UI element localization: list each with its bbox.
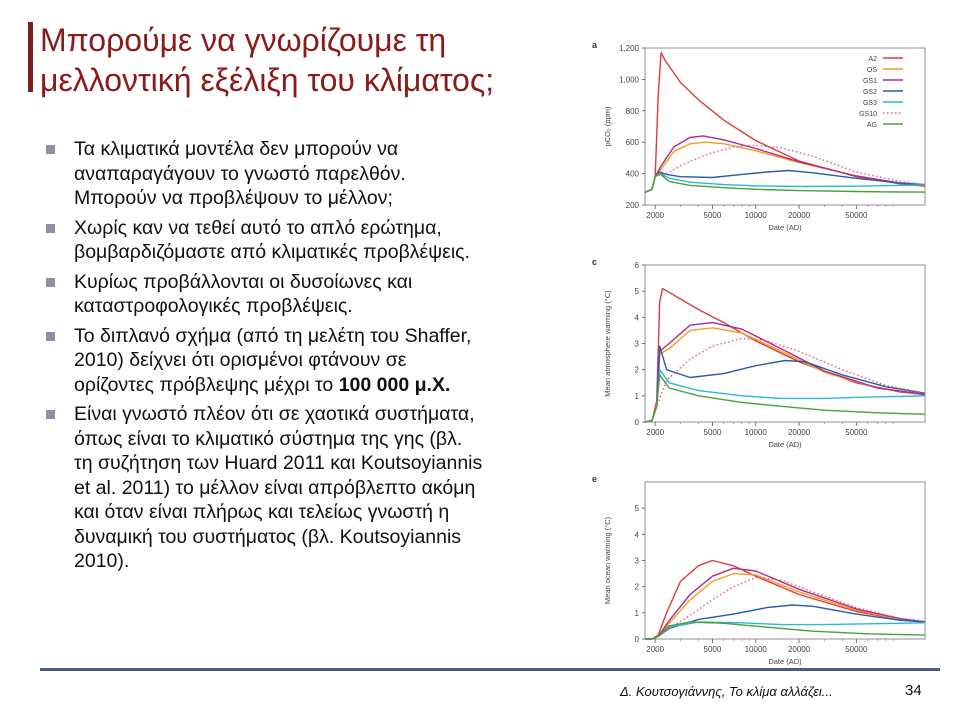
bullet-line: et al. 2011) το μέλλον είναι απρόβλεπτο ακόμη: [74, 476, 476, 499]
x-tick-label: 10000: [744, 211, 767, 220]
x-tick-label: 2000: [646, 645, 665, 654]
x-axis-label: Date (AD): [768, 440, 802, 449]
x-tick-label: 10000: [744, 428, 767, 437]
legend-label: A2: [868, 56, 877, 63]
x-axis-label: Date (AD): [768, 657, 802, 666]
series-line-gs3: [645, 370, 925, 422]
x-tick-label: 50000: [845, 645, 868, 654]
x-tick-label: 2000: [646, 428, 665, 437]
legend-label: OS: [866, 67, 877, 74]
y-tick-label: 5: [634, 287, 639, 297]
chart-panel-c: [588, 255, 933, 455]
y-tick-label: 1: [634, 608, 639, 618]
y-tick-label: 6: [634, 261, 639, 270]
bullet-item: [46, 270, 606, 319]
y-tick-label: 3: [634, 339, 639, 349]
series-line-gs2: [645, 346, 925, 422]
bullet-item: [46, 324, 606, 398]
y-tick-label: 3: [634, 556, 639, 566]
y-tick-label: 4: [634, 313, 639, 323]
legend-label: GS10: [859, 111, 877, 118]
x-tick-label: 20000: [787, 645, 811, 654]
series-line-a2: [645, 289, 925, 422]
y-axis-label: Mean ocean warming (°C): [603, 516, 612, 605]
bullet-line: Είναι γνωστό πλέον ότι σε χαοτικά συστήματα,: [74, 403, 475, 425]
x-tick-label: 50000: [845, 428, 868, 437]
bullet-square-icon: [46, 332, 55, 341]
bullet-item: [46, 216, 606, 265]
bullet-square-icon: [46, 410, 55, 419]
bullet-item: [46, 137, 606, 211]
bullet-line: τη συζήτηση των Huard 2011 και Koutsoyiannis: [74, 452, 483, 474]
y-tick-label: 2: [634, 365, 639, 375]
bullet-line: αναπαραγάγουν το γνωστό παρελθόν.: [74, 162, 406, 185]
legend-label: AG: [866, 122, 877, 129]
bullet-item: [46, 402, 606, 574]
bullet-line: καταστροφολογικές προβλέψεις.: [74, 295, 353, 317]
y-tick-label: 600: [625, 138, 639, 148]
y-tick-label: 200: [625, 201, 639, 210]
y-tick-label: 5: [634, 504, 639, 514]
series-line-gs3: [645, 173, 925, 193]
bullet-line: δυναμική του συστήματος (βλ. Koutsoyiannis: [74, 525, 462, 548]
y-axis-label: pCO₂ (ppm): [603, 106, 612, 147]
legend-label: GS1: [862, 78, 877, 85]
bullet-square-icon: [46, 278, 55, 287]
bullet-line: Το διπλανό σχήμα (από τη μελέτη του Shaffer,: [74, 324, 472, 347]
x-tick-label: 5000: [703, 428, 722, 437]
panel-letter: e: [592, 474, 598, 484]
footer-author: Δ. Κουτσογιάννης, Το κλίμα αλλάζει...: [620, 684, 833, 699]
x-tick-label: 10000: [744, 645, 767, 654]
page-number: 34: [905, 682, 922, 699]
panel-letter: c: [592, 257, 598, 267]
x-tick-label: 50000: [845, 211, 868, 220]
title-line: μελλοντική εξέλιξη του κλίματος;: [40, 62, 495, 98]
bullet-line: Χωρίς καν να τεθεί αυτό το απλό ερώτημα,: [74, 216, 442, 239]
panel-letter: a: [592, 40, 598, 50]
bullet-line: 2010) δείχνει ότι ορισμένοι φτάνουν σε: [74, 349, 407, 371]
x-tick-label: 2000: [646, 211, 665, 220]
title-accent-bar: [28, 22, 33, 92]
bullet-line-text: ορίζοντες πρόβλεψης μέχρι το: [74, 373, 339, 396]
bullet-line: Κυρίως προβάλλονται οι δυσοίωνες και: [74, 270, 413, 293]
series-line-a2: [645, 561, 925, 640]
y-tick-label: 1: [634, 391, 639, 401]
x-tick-label: 20000: [787, 211, 811, 220]
series-line-gs3: [645, 622, 925, 639]
bullet-line: Τα κλιματικά μοντέλα δεν μπορούν να: [74, 138, 399, 160]
bullet-line: 2010).: [74, 550, 130, 572]
footer-divider: [40, 668, 940, 671]
y-tick-label: 1,000: [618, 75, 639, 85]
x-tick-label: 5000: [703, 211, 722, 220]
chart-panel-e: [588, 472, 933, 672]
bullet-square-icon: [46, 145, 55, 154]
y-tick-label: 0: [634, 418, 639, 427]
y-tick-label: 4: [634, 530, 639, 540]
bullet-line: βομβαρδιζόμαστε από κλιματικές προβλέψεις.: [74, 241, 470, 263]
y-tick-label: 400: [625, 169, 639, 179]
title-line: Μπορούμε να γνωρίζουμε τη: [40, 22, 447, 58]
legend-label: GS2: [862, 89, 877, 96]
bullet-line: και όταν είναι πλήρως και τελείως γνωστή η: [74, 501, 450, 523]
bullet-line: [74, 373, 606, 398]
bullet-line: Μπορούν να προβλέψουν το μέλλον;: [74, 187, 393, 209]
y-axis-label: Mean atmosphere warming (°C): [603, 290, 612, 397]
chart-panel-a: [588, 38, 933, 238]
series-line-gs1: [645, 136, 925, 193]
x-tick-label: 20000: [787, 428, 811, 437]
slide-title: [40, 20, 600, 100]
bullet-line: όπως είναι το κλιματικό σύστημα της γης (βλ.: [74, 427, 463, 450]
y-tick-label: 1,200: [618, 44, 639, 53]
series-line-os: [645, 328, 925, 422]
x-tick-label: 5000: [703, 645, 722, 654]
y-tick-label: 800: [625, 106, 639, 116]
bullet-list: [46, 137, 606, 579]
bullet-square-icon: [46, 224, 55, 233]
legend-label: GS3: [862, 100, 877, 107]
y-tick-label: 2: [634, 582, 639, 592]
y-tick-label: 0: [634, 635, 639, 644]
bold-emphasis: 100 000 μ.Χ.: [338, 373, 451, 396]
x-axis-label: Date (AD): [768, 223, 802, 232]
